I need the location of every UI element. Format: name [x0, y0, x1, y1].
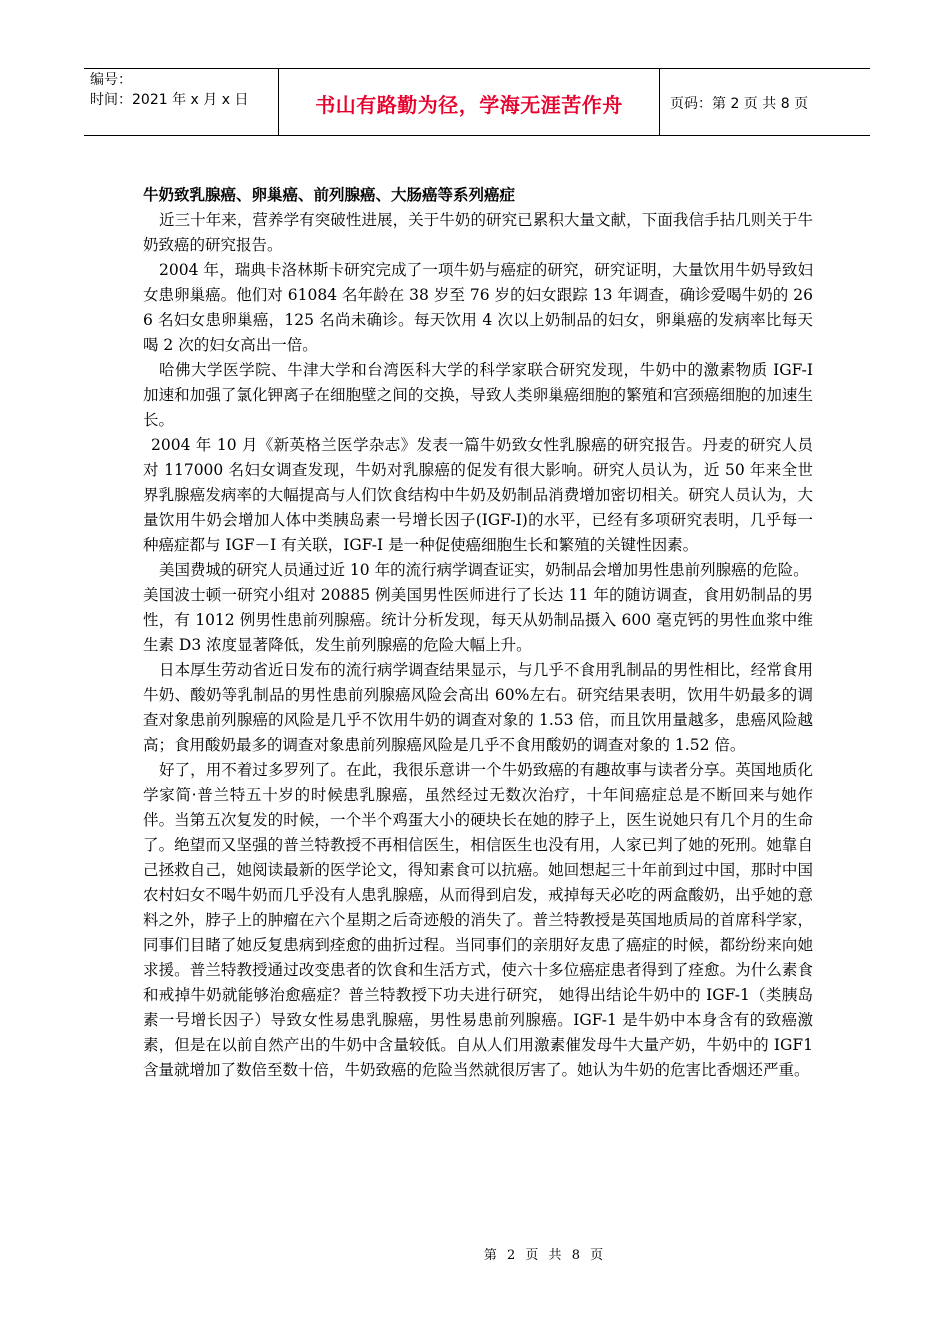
article-body: [143, 183, 813, 1083]
paragraph: 哈佛大学医学院、牛津大学和台湾医科大学的科学家联合研究发现，牛奶中的激素物质 IGF-I 加速和加强了氯化钾离子在细胞壁之间的交换，导致人类卵巢癌细胞的繁殖和宫颈癌细胞的加速生长。: [143, 361, 813, 429]
paragraph: 2004 年 10 月《新英格兰医学杂志》发表一篇牛奶致女性乳腺癌的研究报告。丹麦的研究人员对 117000 名妇女调查发现，牛奶对乳腺癌的促发有很大影响。研究人员认为，近 50 年来全世界乳腺癌发病率的大幅提高与人们饮食结构中牛奶及奶制品消费增加密切相关。研究人员认为，大量饮用牛奶会增加人体中类胰岛素一号增长因子(IGF-I)的水平，已经有多项研究表明，几乎每一种癌症都与 IGF－I 有关联，IGF-I 是一种促使癌细胞生长和繁殖的关键性因素。: [143, 436, 813, 554]
paragraph: 日本厚生劳动省近日发布的流行病学调查结果显示，与几乎不食用乳制品的男性相比，经常食用牛奶、酸奶等乳制品的男性患前列腺癌风险会高出 60%左右。研究结果表明，饮用牛奶最多的调查对象患前列腺癌的风险是几乎不饮用牛奶的调查对象的 1.53 倍，而且饮用量越多，患癌风险越高；食用酸奶最多的调查对象患前列腺癌风险是几乎不食用酸奶的调查对象的 1.52 倍。: [143, 661, 813, 754]
article-title: 牛奶致乳腺癌、卵巢癌、前列腺癌、大肠癌等系列癌症: [143, 186, 516, 204]
header-page-info: 页码：第 2 页 共 8 页: [670, 96, 809, 112]
header-motto-cell: [278, 69, 660, 135]
header-motto: 书山有路勤为径，学海无涯苦作舟: [315, 93, 623, 117]
paragraph: 美国波士顿一研究小组对 20885 例美国男性医师进行了长达 11 年的随访调查，食用奶制品的男性，有 1012 例男性患前列腺癌。统计分析发现，每天从奶制品摄入 600 毫克钙的男性血浆中维生素 D3 浓度显著降低，发生前列腺癌的危险大幅上升。: [143, 586, 813, 654]
page-header: [84, 68, 870, 136]
header-meta: [84, 69, 278, 135]
paragraph: 好了，用不着过多罗列了。在此，我很乐意讲一个牛奶致癌的有趣故事与读者分享。英国地质化学家简·普兰特五十岁的时候患乳腺癌，虽然经过无数次治疗，十年间癌症总是不断回来与她作伴。当第五次复发的时候，一个半个鸡蛋大小的硬块长在她的脖子上，医生说她只有几个月的生命了。绝望而又坚强的普兰特教授不再相信医生，相信医生也没有用，人家已判了她的死刑。她靠自己拯救自己，她阅读最新的医学论文，得知素食可以抗癌。她回想起三十年前到过中国，那时中国农村妇女不喝牛奶而几乎没有人患乳腺癌，从而得到启发，戒掉每天必吃的两盒酸奶，出乎她的意料之外，脖子上的肿瘤在六个星期之后奇迹般的消失了。普兰特教授是英国地质局的首席科学家，同事们目睹了她反复患病到痊愈的曲折过程。当同事们的亲朋好友患了癌症的时候，都纷纷来向她求援。普兰特教授通过改变患者的饮食和生活方式，使六十多位癌症患者得到了痊愈。为什么素食和戒掉牛奶就能够治愈癌症？普兰特教授下功夫进行研究， 她得出结论牛奶中的 IGF-1（类胰岛素一号增长因子）导致女性易患乳腺癌，男性易患前列腺癌。IGF-1 是牛奶中本身含有的致癌激素，但是在以前自然产出的牛奶中含量较低。自从人们用激素催发母牛大量产奶，牛奶中的 IGF1 含量就增加了数倍至数十倍，牛奶致癌的危险当然就很厉害了。她认为牛奶的危害比香烟还严重。: [143, 761, 813, 1079]
header-page-cell: [660, 69, 870, 135]
paragraph: 美国费城的研究人员通过近 10 年的流行病学调查证实，奶制品会增加男性患前列腺癌的危险。: [159, 561, 809, 579]
document-number-label: 编号：: [90, 72, 132, 88]
paragraph: 近三十年来，营养学有突破性进展，关于牛奶的研究已累积大量文献，下面我信手拈几则关于牛奶致癌的研究报告。: [143, 211, 813, 254]
paragraph: 2004 年，瑞典卡洛林斯卡研究完成了一项牛奶与癌症的研究，研究证明，大量饮用牛奶导致妇女患卵巢癌。他们对 61084 名年龄在 38 岁至 76 岁的妇女跟踪 13 年调查，确诊爱喝牛奶的 266 名妇女患卵巢癌，125 名尚未确诊。每天饮用 4 次以上奶制品的妇女，卵巢癌的发病率比每天喝 2 次的妇女高出一倍。: [143, 261, 813, 354]
document-date: 时间：2021 年 x 月 x 日: [90, 92, 249, 108]
page-footer: 第 2 页 共 8 页: [483, 1248, 607, 1263]
